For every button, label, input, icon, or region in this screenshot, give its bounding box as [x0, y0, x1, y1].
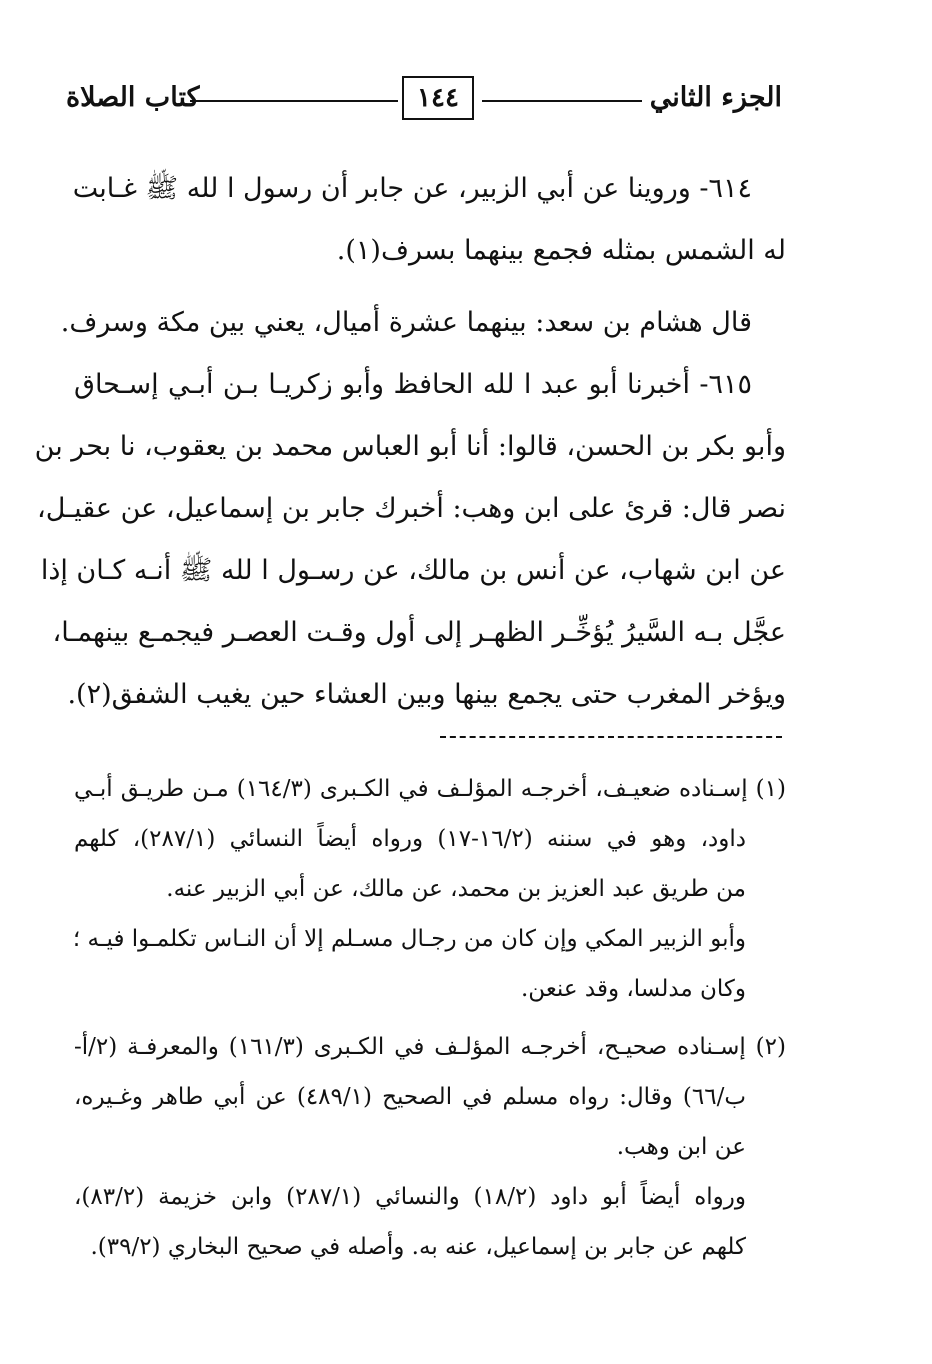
footnotes — [74, 764, 786, 1272]
hadith-615-line: وأبو بكر بن الحسن، قالوا: أنا أبو العباس محمد بن يعقوب، نا بحر بن — [34, 431, 786, 462]
commentary-line: قال هشام بن سعد: بينهما عشرة أميال، يعني بين مكة وسرف. — [60, 307, 752, 338]
header-part-title: الجزء الثاني — [649, 82, 782, 113]
footnote-2-line: ورواه أيضاً أبو داود (١٨/٢) والنسائي (٢٨٧/١) وابن خزيمة (٨٣/٢)، — [74, 1184, 746, 1210]
hadith-614-line: ٦١٤- وروينا عن أبي الزبير، عن جابر أن رسول ا لله ﷺ غـابت — [72, 173, 752, 204]
footnote-2-line: كلهم عن جابر بن إسماعيل، عنه به. وأصله في صحيح البخاري (٣٩/٢). — [90, 1234, 746, 1260]
footnote-separator — [440, 736, 782, 738]
hadith-615-line: ويؤخر المغرب حتى يجمع بينها وبين العشاء حين يغيب الشفق(٢). — [67, 679, 786, 710]
footnote-2-line: ب/٦٦) وقال: رواه مسلم في الصحيح (٤٨٩/١) عن أبي طاهر وغـيره، — [74, 1084, 747, 1110]
hadith-615-line: عجَّل بـه السَّيرُ يُؤخِّـر الظهـر إلى أول وقـت العصـر فيجمـع بينهمـا، — [52, 617, 786, 648]
main-text — [34, 158, 786, 726]
footnote-1-line: وكان مدلسا، وقد عنعن. — [521, 976, 746, 1002]
footnote-1-line: (١) إسـناده ضعيـف، أخرجـه المؤلـف في الكـبرى (١٦٤/٣) مـن طريـق أبـي — [74, 776, 787, 802]
hadith-615-line: نصر قال: قرئ على ابن وهب: أخبرك جابر بن إسماعيل، عن عقيـل، — [37, 493, 786, 524]
hadith-614-line: له الشمس بمثله فجمع بينهما بسرف(١). — [336, 235, 786, 266]
header-book-title: كتاب الصلاة — [66, 82, 200, 113]
page-number-box: ١٤٤ — [402, 76, 474, 120]
hadith-615-line: ٦١٥- أخبرنا أبو عبد ا لله الحافظ وأبو زكريـا بـن أبـي إسـحاق — [74, 369, 752, 400]
running-header — [66, 76, 782, 126]
header-rule-right — [482, 100, 642, 102]
footnote-2-line: عن ابن وهب. — [616, 1134, 746, 1160]
hadith-615-line: عن ابن شهاب، عن أنس بن مالك، عن رسـول ا لله ﷺ أنـه كـان إذا — [40, 555, 786, 586]
footnote-1-line: داود، وهو في سننه (١٦/٢-١٧) ورواه أيضاً النسائي (٢٨٧/١)، كلهم — [74, 826, 747, 852]
footnote-2-line: (٢) إسـناده صحيـح، أخرجـه المؤلـف في الكـبرى (١٦١/٣) والمعرفـة (٢/أ- — [74, 1034, 786, 1060]
footnote-1-line: من طريق عبد العزيز بن محمد، عن مالك، عن أبي الزبير عنه. — [166, 876, 746, 902]
footnote-1-line: وأبو الزبير المكي وإن كان من رجـال مسـلم إلا أن النـاس تكلمـوا فيـه ؛ — [72, 926, 746, 952]
header-rule-left — [190, 100, 398, 102]
